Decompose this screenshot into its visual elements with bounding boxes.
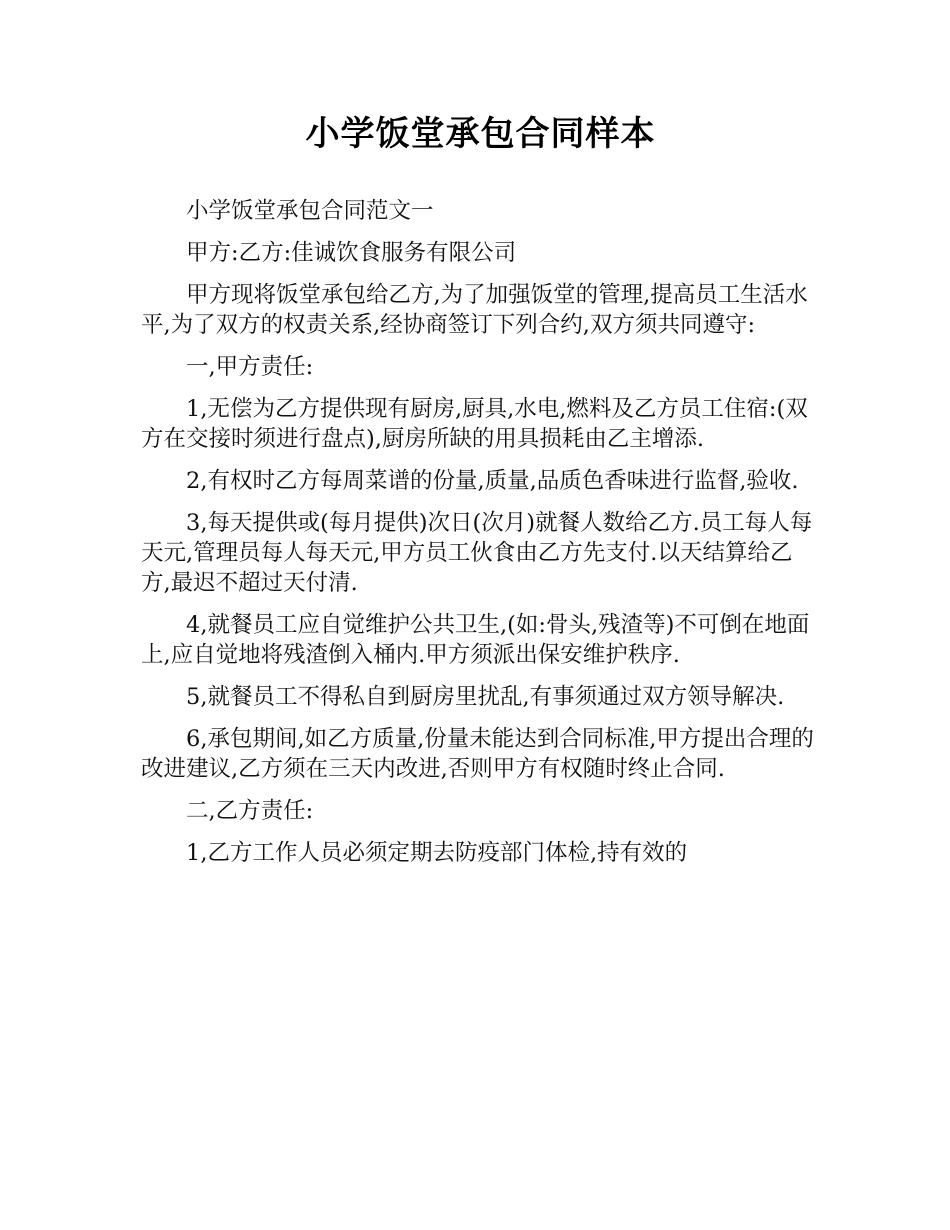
document-title: 小学饭堂承包合同样本 [305,114,656,154]
clause-a-6: 6,承包期间,如乙方质量,份量未能达到合同标准,甲方提出合理的改进建议,乙方须在三天内改进,否则甲方有权随时终止合同. [141,726,814,782]
clause-a-4: 4,就餐员工应自觉维护公共卫生,(如:骨头,残渣等)不可倒在地面上,应自觉地将残渣倒入桶内.甲方须派出保安维护秩序. [141,612,810,668]
clause-a-1: 1,无偿为乙方提供现有厨房,厨具,水电,燃料及乙方员工住宿:(双方在交接时须进行盘点),厨房所缺的用具损耗由乙主增添. [141,396,808,452]
paragraph-parties: 甲方:乙方:佳诚饮食服务有限公司 [186,240,517,266]
paragraph-preamble: 甲方现将饭堂承包给乙方,为了加强饭堂的管理,提高员工生活水平,为了双方的权责关系,经协商签订下列合约,双方须共同遵守: [141,282,808,338]
clause-a-3: 3,每天提供或(每月提供)次日(次月)就餐人数给乙方.员工每人每天元,管理员每人每天元,甲方员工伙食由乙方先支付.以天结算给乙方,最迟不超过天付清. [141,510,813,596]
clause-a-2: 2,有权时乙方每周菜谱的份量,质量,品质色香味进行监督,验收. [186,468,799,494]
section-heading-party-b: 二,乙方责任: [186,798,314,824]
clause-a-5: 5,就餐员工不得私自到厨房里扰乱,有事须通过双方领导解决. [186,684,785,710]
clause-b-1: 1,乙方工作人员必须定期去防疫部门体检,持有效的 [186,840,688,866]
section-heading-party-a: 一,甲方责任: [186,354,314,380]
paragraph-subtitle: 小学饭堂承包合同范文一 [186,198,434,224]
